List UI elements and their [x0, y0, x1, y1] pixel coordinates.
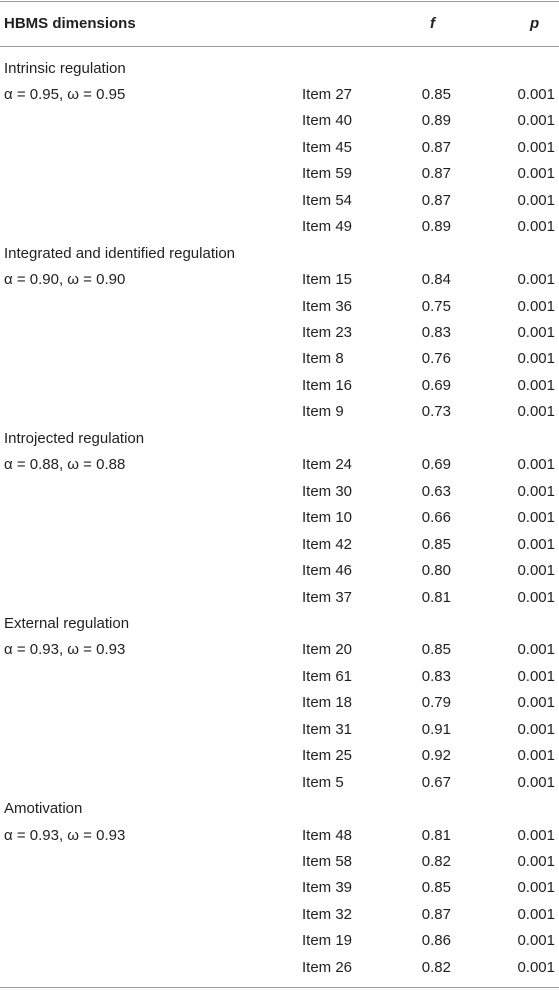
p-value: 0.001: [517, 350, 555, 368]
p-value: 0.001: [517, 720, 555, 738]
item-label: Item 45: [302, 138, 353, 156]
p-value: 0.001: [517, 879, 555, 897]
f-value: 0.69: [421, 456, 451, 474]
item-label: Item 9: [302, 403, 344, 421]
item-label: Item 30: [302, 482, 353, 500]
table-row: [0, 823, 559, 850]
group-title-row: [0, 56, 559, 83]
f-value: 0.87: [421, 191, 451, 209]
item-label: Item 18: [302, 694, 353, 712]
item-label: Item 10: [302, 509, 353, 527]
p-value: 0.001: [517, 324, 555, 341]
f-value: 0.84: [421, 271, 451, 289]
p-value: 0.001: [517, 932, 555, 950]
item-label: Item 15: [302, 271, 353, 289]
table-row: [0, 849, 559, 876]
f-value: 0.83: [421, 324, 451, 341]
table-row: [0, 637, 559, 664]
f-value: 0.87: [421, 905, 451, 923]
f-value: 0.85: [421, 879, 451, 897]
p-value: 0.001: [517, 376, 555, 394]
f-value: 0.80: [421, 562, 451, 580]
group-title-row: [0, 426, 559, 453]
item-label: Item 27: [302, 85, 353, 103]
item-label: Item 40: [302, 112, 353, 130]
f-value: 0.89: [421, 112, 451, 130]
item-label: Item 16: [302, 376, 353, 394]
f-value: 0.76: [421, 350, 451, 368]
table-row: [0, 928, 559, 955]
p-value: 0.001: [517, 138, 555, 156]
item-label: Item 31: [302, 720, 353, 738]
f-value: 0.67: [421, 773, 451, 791]
table-row: [0, 479, 559, 506]
f-value: 0.85: [421, 85, 451, 103]
f-value: 0.86: [421, 932, 451, 950]
f-value: 0.66: [421, 509, 451, 527]
group-stats: α = 0.93, ω = 0.93: [4, 826, 126, 844]
table-row: [0, 875, 559, 902]
table-row: [0, 717, 559, 744]
f-value: 0.82: [421, 958, 451, 976]
table-header: [0, 2, 559, 46]
group-title: Introjected regulation: [4, 429, 145, 447]
group-stats: α = 0.95, ω = 0.95: [4, 85, 126, 103]
item-label: Item 25: [302, 747, 353, 765]
f-value: 0.91: [421, 720, 451, 738]
f-value: 0.69: [421, 376, 451, 394]
p-value: 0.001: [517, 905, 555, 923]
table-row: [0, 320, 559, 347]
p-value: 0.001: [517, 694, 555, 712]
p-value: 0.001: [517, 509, 555, 527]
item-label: Item 37: [302, 588, 353, 606]
p-value: 0.001: [517, 456, 555, 474]
item-label: Item 46: [302, 562, 353, 580]
group-title: Intrinsic regulation: [4, 59, 126, 77]
p-value: 0.001: [517, 826, 555, 844]
group-title: Amotivation: [4, 800, 83, 818]
group-stats: α = 0.88, ω = 0.88: [4, 456, 126, 474]
item-label: Item 26: [302, 958, 353, 976]
table-row: [0, 399, 559, 426]
table-row: [0, 743, 559, 770]
header-f: f: [430, 15, 435, 32]
table-row: [0, 188, 559, 215]
table-row: [0, 267, 559, 294]
f-value: 0.79: [421, 694, 451, 712]
group-title-row: [0, 796, 559, 823]
p-value: 0.001: [517, 482, 555, 500]
header-rule: [0, 46, 559, 47]
table-row: [0, 690, 559, 717]
p-value: 0.001: [517, 271, 555, 289]
f-value: 0.75: [421, 297, 451, 315]
table-row: [0, 902, 559, 929]
f-value: 0.85: [421, 535, 451, 553]
table-row: [0, 558, 559, 585]
table-row: [0, 135, 559, 162]
bottom-rule: [0, 987, 559, 988]
item-label: Item 48: [302, 826, 353, 844]
item-label: Item 8: [302, 350, 344, 368]
item-label: Item 36: [302, 297, 353, 315]
item-label: Item 39: [302, 879, 353, 897]
item-label: Item 49: [302, 218, 353, 236]
table-row: [0, 505, 559, 532]
table-row: [0, 532, 559, 559]
f-value: 0.85: [421, 641, 451, 659]
p-value: 0.001: [517, 535, 555, 553]
f-value: 0.81: [421, 588, 451, 606]
item-label: Item 24: [302, 456, 353, 474]
item-label: Item 5: [302, 773, 344, 791]
item-label: Item 54: [302, 191, 353, 209]
f-value: 0.73: [421, 403, 451, 421]
header-p: p: [530, 15, 540, 32]
item-label: Item 20: [302, 641, 353, 659]
p-value: 0.001: [517, 641, 555, 659]
p-value: 0.001: [517, 773, 555, 791]
item-label: Item 61: [302, 667, 353, 685]
table-row: [0, 82, 559, 109]
p-value: 0.001: [517, 297, 555, 315]
p-value: 0.001: [517, 562, 555, 580]
table-row: [0, 108, 559, 135]
p-value: 0.001: [517, 958, 555, 976]
table-row: [0, 770, 559, 797]
table-row: [0, 161, 559, 188]
p-value: 0.001: [517, 853, 555, 870]
group-stats: α = 0.90, ω = 0.90: [4, 271, 126, 289]
f-value: 0.92: [421, 747, 451, 765]
item-label: Item 32: [302, 905, 353, 923]
group-stats: α = 0.93, ω = 0.93: [4, 641, 126, 659]
p-value: 0.001: [517, 218, 555, 236]
p-value: 0.001: [517, 112, 555, 130]
item-label: Item 59: [302, 165, 353, 183]
item-label: Item 23: [302, 324, 353, 341]
table-row: [0, 346, 559, 373]
table-row: [0, 373, 559, 400]
group-title: Integrated and identified regulation: [4, 244, 236, 262]
f-value: 0.63: [421, 482, 451, 500]
item-label: Item 58: [302, 853, 353, 870]
group-title-row: [0, 611, 559, 638]
table-row: [0, 664, 559, 691]
item-label: Item 19: [302, 932, 353, 950]
p-value: 0.001: [517, 85, 555, 103]
p-value: 0.001: [517, 191, 555, 209]
table-row: [0, 214, 559, 241]
p-value: 0.001: [517, 165, 555, 183]
f-value: 0.89: [421, 218, 451, 236]
f-value: 0.81: [421, 826, 451, 844]
f-value: 0.87: [421, 165, 451, 183]
p-value: 0.001: [517, 588, 555, 606]
f-value: 0.83: [421, 667, 451, 685]
table-row: [0, 452, 559, 479]
table-row: [0, 585, 559, 612]
header-dimensions: HBMS dimensions: [4, 15, 136, 32]
table-row: [0, 294, 559, 321]
item-label: Item 42: [302, 535, 353, 553]
group-title-row: [0, 241, 559, 268]
p-value: 0.001: [517, 403, 555, 421]
p-value: 0.001: [517, 667, 555, 685]
group-title: External regulation: [4, 614, 130, 632]
table-row: [0, 955, 559, 982]
f-value: 0.82: [421, 853, 451, 870]
f-value: 0.87: [421, 138, 451, 156]
p-value: 0.001: [517, 747, 555, 765]
